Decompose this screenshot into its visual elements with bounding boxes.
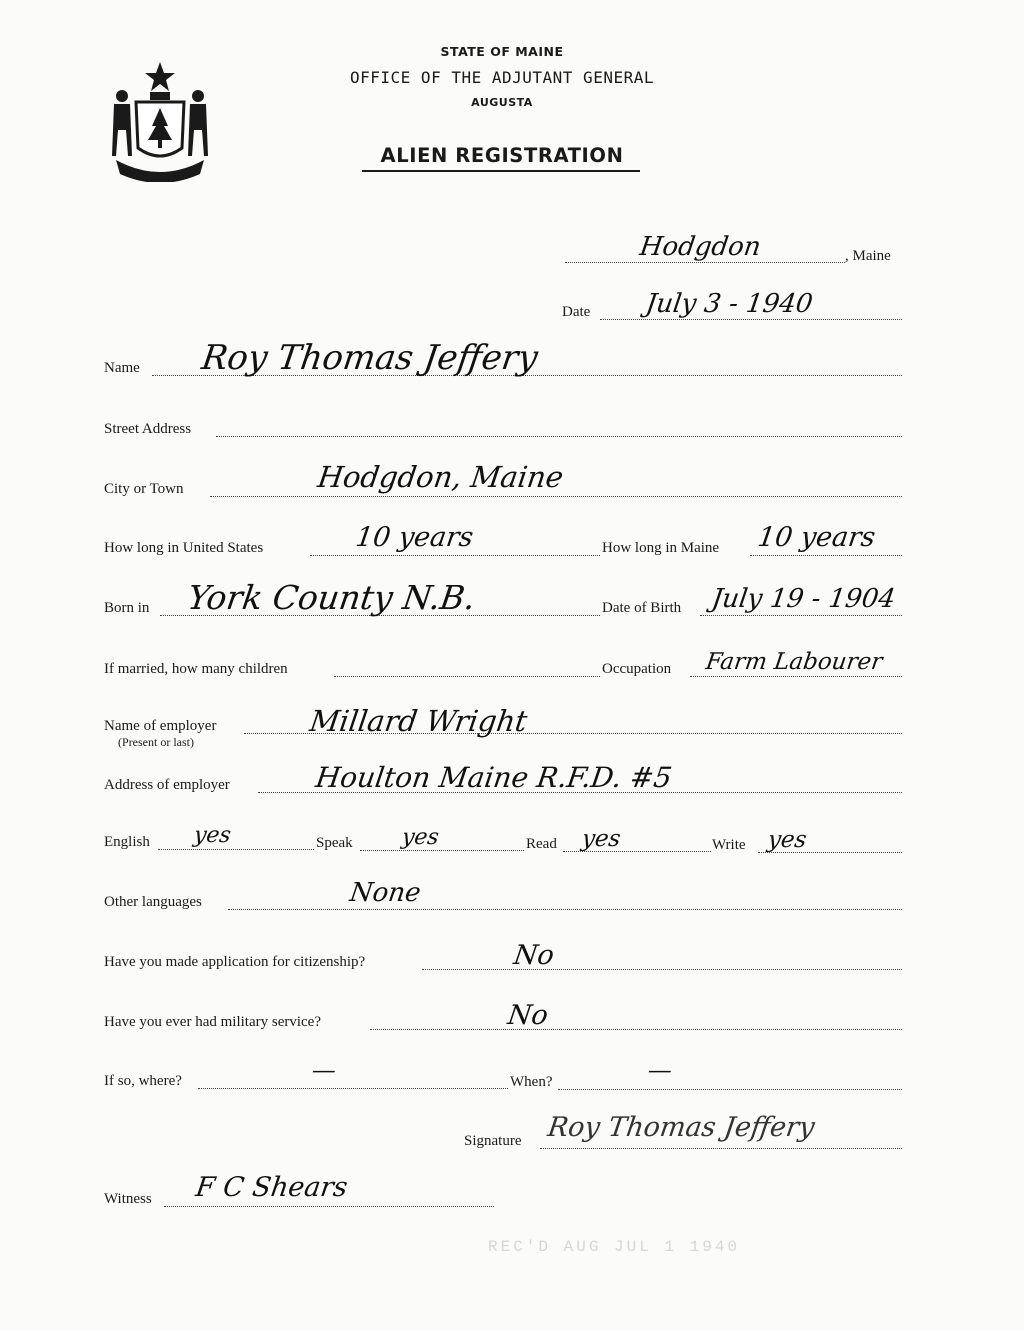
other-languages-label: Other languages — [104, 894, 202, 910]
other-languages-line — [228, 909, 902, 910]
employer-name-note: (Present or last) — [118, 735, 194, 749]
received-stamp: REC'D AUG JUL 1 1940 — [488, 1238, 741, 1256]
street-address-line — [216, 436, 902, 437]
city-or-town-line — [210, 496, 902, 497]
title-underline — [362, 170, 640, 172]
occupation-label: Occupation — [602, 661, 672, 677]
witness-line — [164, 1206, 494, 1207]
employer-name-field[interactable]: Millard Wright — [307, 704, 530, 738]
maine-label: , Maine — [845, 248, 891, 264]
military-field[interactable]: No — [505, 1000, 551, 1031]
citizenship-field[interactable]: No — [511, 940, 557, 971]
witness-label: Witness — [104, 1191, 152, 1207]
form-title: ALIEN REGISTRATION — [380, 144, 624, 167]
signature-label: Signature — [464, 1133, 522, 1149]
signature-line — [540, 1148, 902, 1149]
date-field-line — [600, 319, 902, 320]
date-of-birth-line — [700, 615, 902, 616]
town-field[interactable]: Hodgdon — [637, 232, 763, 262]
town-field-line — [565, 262, 845, 263]
english-field[interactable]: yes — [192, 823, 233, 848]
born-in-field[interactable]: York County N.B. — [185, 578, 478, 617]
employer-address-label: Address of employer — [104, 777, 230, 793]
date-field[interactable]: July 3 - 1940 — [643, 289, 815, 319]
if-so-where-label: If so, where? — [104, 1073, 182, 1089]
seal-banner-text: MAINE — [143, 160, 177, 170]
other-languages-field[interactable]: None — [347, 878, 423, 908]
speak-label: Speak — [316, 835, 353, 851]
employer-name-label: Name of employer — [104, 718, 217, 734]
born-in-label: Born in — [104, 600, 150, 616]
signature-field[interactable]: Roy Thomas Jeffery — [545, 1112, 817, 1143]
header-state: STATE OF MAINE — [440, 44, 564, 59]
read-label: Read — [526, 836, 557, 852]
military-label: Have you ever had military service? — [104, 1014, 321, 1030]
street-address-label: Street Address — [104, 421, 192, 437]
date-of-birth-label: Date of Birth — [602, 600, 682, 616]
how-long-us-field[interactable]: 10 years — [353, 522, 476, 553]
header-office: OFFICE OF THE ADJUTANT GENERAL — [350, 68, 654, 87]
citizenship-label: Have you made application for citizenship? — [104, 954, 366, 970]
when-line — [558, 1089, 902, 1090]
how-long-maine-line — [750, 555, 902, 556]
write-label: Write — [712, 837, 746, 853]
employer-address-field[interactable]: Houlton Maine R.F.D. #5 — [313, 761, 674, 794]
speak-field[interactable]: yes — [400, 825, 441, 850]
english-line — [158, 849, 314, 850]
citizenship-line — [422, 969, 902, 970]
if-so-where-line — [198, 1088, 508, 1089]
speak-line — [360, 850, 524, 851]
date-of-birth-field[interactable]: July 19 - 1904 — [709, 584, 898, 614]
when-label: When? — [510, 1074, 553, 1090]
occupation-field[interactable]: Farm Labourer — [704, 649, 885, 675]
name-field[interactable]: Roy Thomas Jeffery — [199, 338, 541, 378]
how-long-us-line — [310, 555, 600, 556]
read-field[interactable]: yes — [580, 826, 623, 852]
city-or-town-field[interactable]: Hodgdon, Maine — [315, 460, 566, 494]
date-label: Date — [562, 304, 591, 320]
if-so-where-field[interactable]: — — [310, 1056, 338, 1084]
when-field[interactable]: — — [646, 1056, 674, 1084]
how-long-maine-field[interactable]: 10 years — [755, 522, 878, 553]
how-long-maine-label: How long in Maine — [602, 540, 720, 556]
how-long-us-label: How long in United States — [104, 540, 264, 556]
military-line — [370, 1029, 902, 1030]
witness-field[interactable]: F C Shears — [193, 1172, 350, 1203]
write-field[interactable]: yes — [766, 827, 809, 853]
header-city: AUGUSTA — [471, 96, 533, 109]
city-or-town-label: City or Town — [104, 481, 184, 497]
name-label: Name — [104, 360, 140, 376]
married-children-label: If married, how many children — [104, 661, 288, 677]
english-label: English — [104, 834, 150, 850]
married-children-line — [334, 676, 600, 677]
occupation-line — [690, 676, 902, 677]
